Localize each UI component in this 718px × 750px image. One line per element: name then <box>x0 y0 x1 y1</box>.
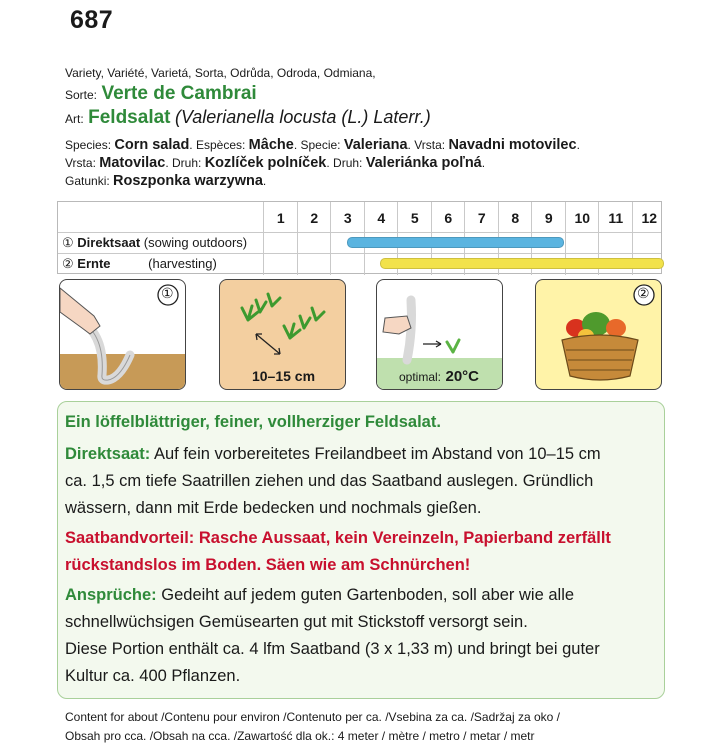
ansprueche-label: Ansprüche: <box>65 586 157 604</box>
calendar-month-label: 9 <box>544 210 553 226</box>
variety-name: Verte de Cambrai <box>101 83 257 104</box>
species-translation-name: Roszponka warzywna <box>113 173 263 189</box>
species-translations <box>65 136 580 190</box>
sorte-label: Sorte: <box>65 88 98 102</box>
calendar-month-label: 12 <box>641 210 658 226</box>
spacing-label: 10–15 cm <box>251 368 316 384</box>
sowing-symbol: ① <box>62 235 74 250</box>
art-line <box>65 107 431 129</box>
species-translation-line <box>65 154 580 172</box>
calendar-month-label: 3 <box>343 210 352 226</box>
portion-line-1: Diese Portion enthält ca. 4 lfm Saatband (3 x 1,33 m) und bringt bei guter <box>65 640 600 658</box>
calendar-month-label: 1 <box>276 210 285 226</box>
portion-line-2: Kultur ca. 400 Pflanzen. <box>65 667 241 685</box>
optimal-value: 20°C <box>445 368 479 385</box>
packet-number: 687 <box>70 6 114 34</box>
footer-line-2: Obsah pro cca. /Obsah na cca. /Zawartość dla ok.: 4 meter / mètre / metro / metar / metr <box>65 729 535 743</box>
direktsaat-line-2: ca. 1,5 cm tiefe Saatrillen ziehen und das Saatband auslegen. Gründlich <box>65 472 594 490</box>
harvest-symbol: ② <box>62 256 74 271</box>
direktsaat-line-1 <box>65 444 601 464</box>
illustration-germination <box>376 279 503 390</box>
calendar-month-label: 5 <box>410 210 419 226</box>
species-translation-name: Matovilac <box>99 155 166 171</box>
art-label: Art: <box>65 112 84 126</box>
species-translation-label: . Espèces: <box>189 138 249 152</box>
species-translation-label: . Druh: <box>326 156 366 170</box>
optimal-label: optimal: <box>399 370 442 384</box>
species-translation-label: . <box>481 156 486 170</box>
species-translation-name: Mâche <box>248 137 294 153</box>
species-translation-name: Kozlíček polníček <box>204 155 327 171</box>
species-translation-name: Valeriana <box>343 137 408 153</box>
species-translation-name: Navadni motovilec <box>448 137 577 153</box>
headline: Ein löffelblättriger, feiner, vollherziger Feldsalat. <box>65 413 441 431</box>
latin-name: (Valerianella locusta (L.) Laterr.) <box>174 107 431 127</box>
species-translation-label: Vrsta: <box>65 156 100 170</box>
calendar-month-label: 6 <box>444 210 453 226</box>
saatband-advantage-2: rückstandslos im Boden. Säen wie am Schnürchen! <box>65 556 471 574</box>
direktsaat-text-1: Auf fein vorbereitetes Freilandbeet im Abstand von 10–15 cm <box>150 445 601 463</box>
harvest-period-bar <box>380 258 664 269</box>
calendar-month-label: 10 <box>574 210 591 226</box>
species-translation-label: . Specie: <box>293 138 344 152</box>
ansprueche-line-1 <box>65 585 574 605</box>
illustration-harvest <box>535 279 662 390</box>
calendar-month-label: 8 <box>511 210 520 226</box>
optimal-temperature <box>399 368 479 386</box>
calendar-month-label: 11 <box>608 210 624 226</box>
species-translation-label: . <box>262 174 267 188</box>
variety-line: Variety, Variété, Varietá, Sorta, Odrůda, Odroda, Odmiana, <box>65 66 376 80</box>
calendar-month-label: 2 <box>310 210 319 226</box>
ansprueche-line-2: schnellwüchsigen Gemüsearten gut mit Stickstoff versorgt sein. <box>65 613 528 631</box>
species-translation-label: . Druh: <box>165 156 205 170</box>
species-translation-line <box>65 136 580 154</box>
species-translation-name: Valeriánka poľná <box>365 155 482 171</box>
species-translation-label: . <box>576 138 580 152</box>
sowing-label: Direktsaat <box>77 235 141 250</box>
calendar-month-label: 4 <box>377 210 386 226</box>
illustration-seed-tape <box>59 279 186 390</box>
species-translation-label: Species: <box>65 138 115 152</box>
ansprueche-text-1: Gedeiht auf jedem guten Gartenboden, soll aber wie alle <box>156 586 575 604</box>
footer-line-1: Content for about /Contenu pour environ /Contenuto per ca. /Vsebina za ca. /Sadržaj za oko / <box>65 710 560 724</box>
species-translation-label: Gatunki: <box>65 174 114 188</box>
species-translation-label: . Vrsta: <box>407 138 449 152</box>
illustration-spacing <box>219 279 346 390</box>
step-one-marker: ① <box>161 285 174 301</box>
sorte-line <box>65 83 257 105</box>
species-name: Feldsalat <box>88 107 171 128</box>
sowing-calendar <box>57 201 662 274</box>
direktsaat-label: Direktsaat: <box>65 445 151 463</box>
direktsaat-line-3: wässern, dann mit Erde bedecken und nochmals gießen. <box>65 499 482 517</box>
calendar-month-label: 7 <box>477 210 486 226</box>
species-translation-name: Corn salad <box>114 137 190 153</box>
sowing-period-bar <box>347 237 564 248</box>
harvest-note: (harvesting) <box>148 256 217 271</box>
harvest-label: Ernte <box>77 256 111 271</box>
sowing-note: (sowing outdoors) <box>143 235 248 250</box>
saatband-advantage-1: Saatbandvorteil: Rasche Aussaat, kein Vereinzeln, Papierband zerfällt <box>65 529 611 547</box>
species-translation-line <box>65 172 580 190</box>
step-two-marker: ② <box>637 285 650 301</box>
